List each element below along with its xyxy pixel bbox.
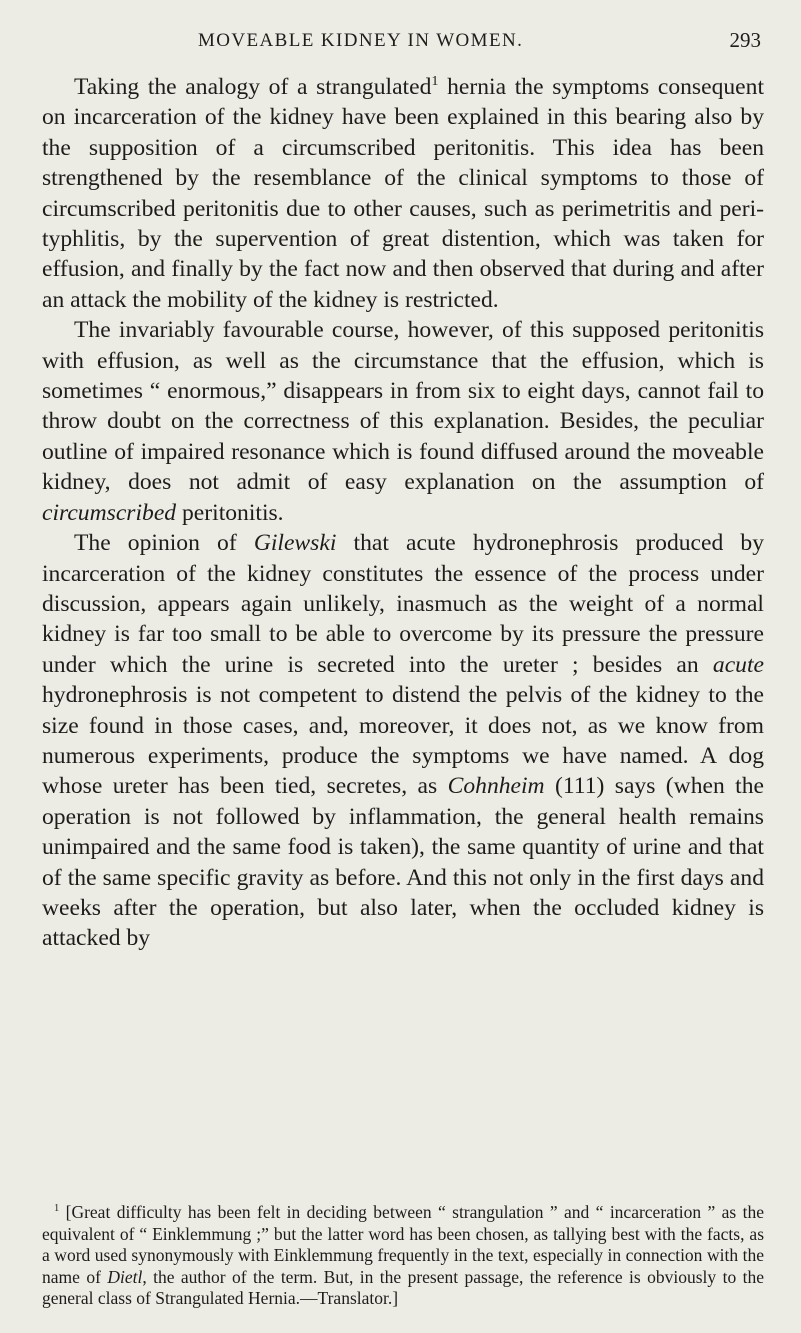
running-head: MOVEABLE KIDNEY IN WOMEN.: [198, 30, 524, 51]
text-run: peritonitis.: [176, 499, 284, 526]
paragraph: [42, 72, 764, 315]
text-run: , the author of the term. But, in the present passage, the reference is obviously to the general class of Strangulated Hernia.—Translator.]: [42, 1266, 764, 1309]
body-text: [42, 72, 764, 954]
page-number: 293: [729, 28, 761, 52]
text-run: that acute hydronephrosis produced by incarceration of the kidney constitutes the essence of the process under discussion, appears again unlikely, inasmuch as the weight of a normal kidney is far too small to be able to overcome by its pressure the pressure under which the urine is secreted into the ureter ; besides an: [42, 530, 765, 678]
text-run: The invariably favourable course, however, of this supposed peritonitis with effusion, as well as the circumstance that the effusion, which is sometimes “ enormous,” disappears in from six to eight days, cannot fail to throw doubt on the correctness of this explanation. Besides, the peculiar outline of impaired resonance which is found diffused around the moveable kidney, does not admit of easy explanation on the assumption of: [42, 317, 764, 496]
footnote-paragraph: [42, 1202, 764, 1310]
italic-author-name: Gilewski: [253, 530, 337, 557]
text-run: hydronephrosis is not competent to distend the pelvis of the kidney to the size found in those cases, and, moreover, it does not, as we know from numerous experiments, produce the symptoms we have named. A dog whose ureter has been tied, secretes, as: [42, 682, 764, 800]
text-run: Taking the analogy of a strangulated: [74, 74, 432, 100]
footnote-number: 1: [54, 1203, 60, 1215]
italic-term: circumscribed: [42, 499, 177, 526]
text-run: The opinion of: [74, 530, 254, 557]
italic-term: acute: [712, 651, 764, 678]
text-run: [Great difficulty has been felt in deciding between “ strangulation ” and “ incarceration ” as the equivalent of “ Einklemmung ;” but the latter word has been chosen, as tallying best with the facts, as a word used synonymously with Einklemmung frequently in the text, especially in connection with the name of: [42, 1202, 764, 1287]
italic-author-name: Dietl: [107, 1266, 143, 1287]
text-run: (111) says (when the operation is not followed by inflammation, the general health remains unimpaired and the same food is taken), the same quantity of urine and that of the same specific gravity as before. And this not only in the first days and weeks after the operation, but also later, when the occluded kidney is attacked by: [42, 773, 764, 952]
paragraph: [42, 315, 764, 528]
text-run: hernia the symptoms consequent on incarceration of the kidney have been explained in this bearing also by the supposition of a circumscribed peritonitis. This idea has been strengthened by the resemblance of the clinical symptoms to those of circumscribed peritonitis due to other causes, such as perimetritis and peri-typhlitis, by the supervention of great distention, which was taken for effusion, and finally by the fact now and then observed that during and after an attack the mobility of the kidney is restricted.: [42, 74, 764, 313]
footnote-marker: 1: [431, 73, 439, 90]
footnote: [42, 1202, 764, 1310]
page-header: [0, 30, 801, 58]
paragraph: [42, 528, 764, 954]
italic-author-name: Cohnheim: [447, 773, 545, 800]
